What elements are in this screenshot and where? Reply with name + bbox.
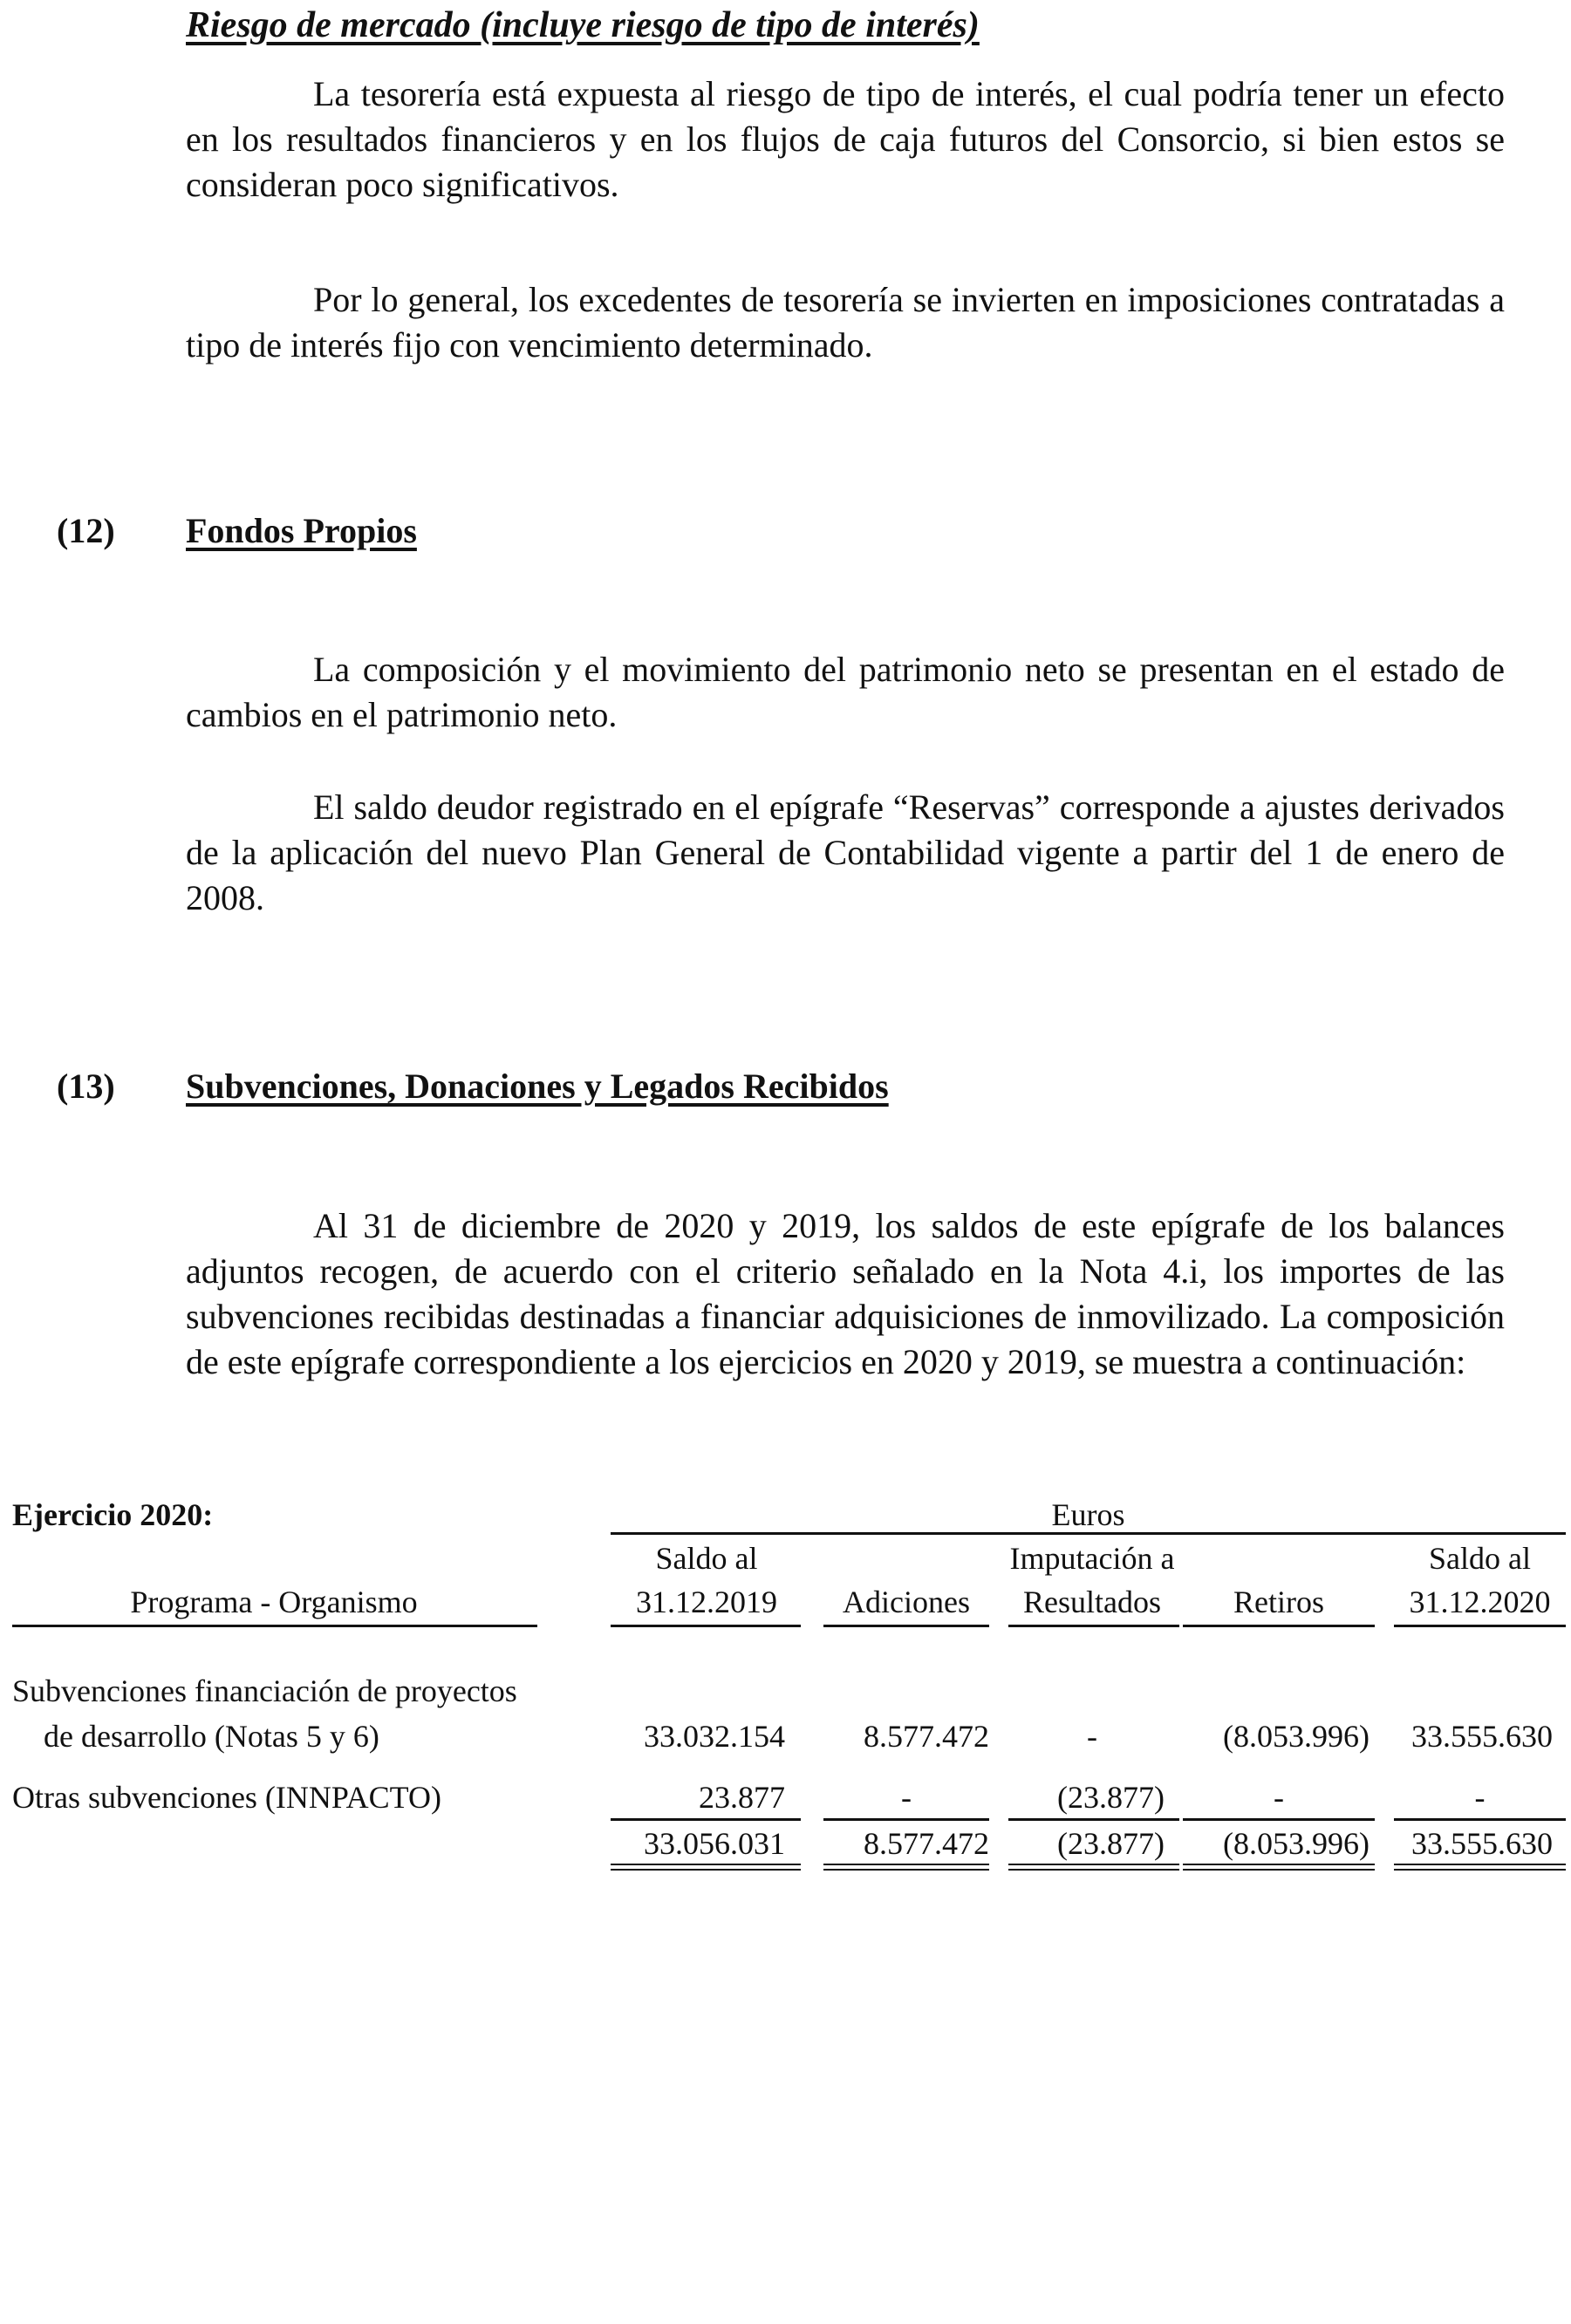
table-row-1-label-line2: de desarrollo (Notas 5 y 6): [44, 1719, 379, 1754]
subtotal-rule-imputacion: [1008, 1818, 1179, 1821]
header-rule-program: [12, 1625, 537, 1627]
subtotal-rule-retiros: [1183, 1818, 1375, 1821]
table-row-1-imputacion: -: [1087, 1719, 1097, 1754]
table-row-2-adiciones: -: [901, 1780, 912, 1815]
table-total-retiros: (8.053.996): [1223, 1826, 1370, 1861]
table-row-1-saldo-2020: 33.555.630: [1411, 1719, 1553, 1754]
total-double-rule-retiros: [1183, 1864, 1375, 1871]
market-risk-heading: Riesgo de mercado (incluye riesgo de tipo de interés): [186, 5, 980, 45]
section-13-paragraph-1: Al 31 de diciembre de 2020 y 2019, los saldos de este epígrafe de los balances adjuntos recogen, de acuerdo con el criterio señalado en la Nota 4.i, los importes de las subvenciones recibidas destinadas a financiar adquisiciones de inmovilizado. La composición de este epígrafe correspondiente a los ejercicios en 2020 y 2019, se muestra a continuación:: [186, 1206, 1505, 1381]
total-double-rule-saldo-2019: [611, 1864, 801, 1871]
table-row-2-imputacion: (23.877): [1057, 1780, 1165, 1815]
table-row-1-saldo-2019: 33.032.154: [644, 1719, 785, 1754]
exercise-label: Ejercicio 2020:: [12, 1497, 214, 1532]
header-saldo-2019-line2: 31.12.2019: [636, 1585, 777, 1619]
header-saldo-2019-line1: Saldo al: [655, 1541, 758, 1576]
table-row-1-adiciones: 8.577.472: [864, 1719, 989, 1754]
subtotal-rule-adiciones: [823, 1818, 989, 1821]
table-row-2-saldo-2019: 23.877: [699, 1780, 785, 1815]
header-saldo-2020-line1: Saldo al: [1429, 1541, 1531, 1576]
section-13-number: (13): [57, 1067, 115, 1106]
table-row-2-retiros: -: [1274, 1780, 1284, 1815]
currency-rule: [611, 1532, 1566, 1535]
table-row-1-retiros: (8.053.996): [1223, 1719, 1370, 1754]
subtotal-rule-saldo-2019: [611, 1818, 801, 1821]
market-risk-paragraph-2: Por lo general, los excedentes de tesorería se invierten en imposiciones contratadas a tipo de interés fijo con vencimiento determinado.: [186, 280, 1505, 365]
section-12-title: Fondos Propios: [186, 511, 417, 550]
total-double-rule-imputacion: [1008, 1864, 1179, 1871]
header-rule-retiros: [1183, 1625, 1375, 1627]
table-total-saldo-2020: 33.555.630: [1411, 1826, 1553, 1861]
table-row-2-saldo-2020: -: [1474, 1780, 1486, 1815]
section-12-paragraph-1: La composición y el movimiento del patrimonio neto se presentan en el estado de cambios en el patrimonio neto.: [186, 650, 1505, 734]
section-12-paragraph-2: El saldo deudor registrado en el epígrafe “Reservas” corresponde a ajustes derivados de la aplicación del nuevo Plan General de Contabilidad vigente a partir del 1 de enero de 2008.: [186, 787, 1505, 917]
table-row-1-label-line1: Subvenciones financiación de proyectos: [12, 1673, 517, 1708]
header-imputacion-line2: Resultados: [1023, 1585, 1161, 1619]
currency-label: Euros: [1051, 1497, 1125, 1532]
table-total-saldo-2019: 33.056.031: [644, 1826, 785, 1861]
header-rule-saldo-2019: [611, 1625, 801, 1627]
section-12-number: (12): [57, 511, 115, 550]
total-double-rule-adiciones: [823, 1864, 989, 1871]
header-imputacion-line1: Imputación a: [1009, 1541, 1175, 1576]
header-saldo-2020-line2: 31.12.2020: [1409, 1585, 1551, 1619]
header-rule-adiciones: [823, 1625, 989, 1627]
header-retiros: Retiros: [1233, 1585, 1324, 1619]
header-rule-saldo-2020: [1394, 1625, 1566, 1627]
section-13-title: Subvenciones, Donaciones y Legados Recibidos: [186, 1067, 889, 1106]
header-program: Programa - Organismo: [130, 1585, 418, 1619]
subtotal-rule-saldo-2020: [1394, 1818, 1566, 1821]
header-rule-imputacion: [1008, 1625, 1179, 1627]
table-row-2-label: Otras subvenciones (INNPACTO): [12, 1780, 441, 1815]
table-total-imputacion: (23.877): [1057, 1826, 1165, 1861]
market-risk-paragraph-1: La tesorería está expuesta al riesgo de tipo de interés, el cual podría tener un efecto en los resultados financieros y en los flujos de caja futuros del Consorcio, si bien estos se consideran poco significativos.: [186, 74, 1505, 204]
header-adiciones: Adiciones: [843, 1585, 970, 1619]
table-total-adiciones: 8.577.472: [864, 1826, 989, 1861]
total-double-rule-saldo-2020: [1394, 1864, 1566, 1871]
